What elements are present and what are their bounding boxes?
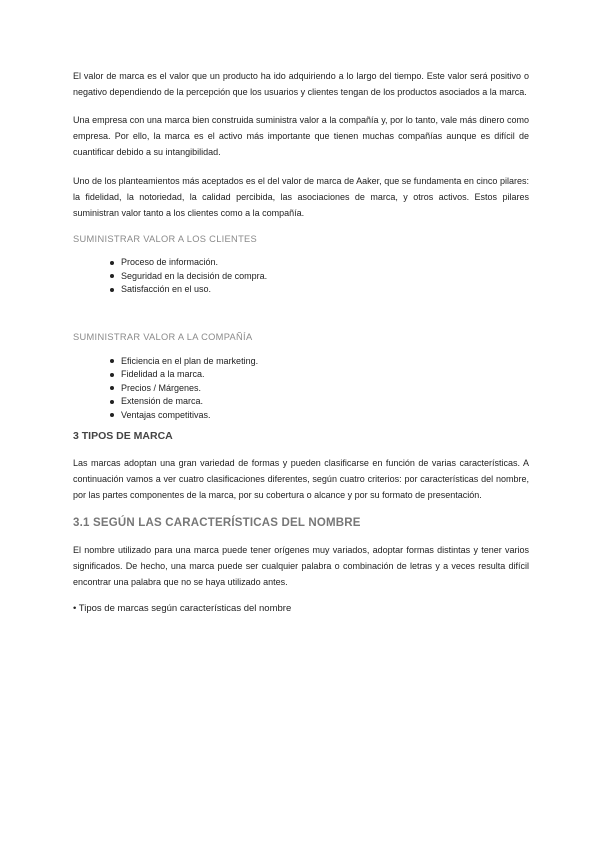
list-company (73, 355, 529, 423)
paragraph-brand-types: Las marcas adoptan una gran variedad de formas y pueden clasificarse en función de varias características. A continuación vamos a ver cuatro clasificaciones diferentes, según cuatro criterios: por características del nombre, por las partes componentes de la marca, por su cobertura o alcance y por su formato de presentación. (73, 458, 529, 500)
heading-section-3: 3 TIPOS DE MARCA (73, 430, 173, 442)
list-clients (73, 256, 529, 297)
list-item: Fidelidad a la marca. (110, 368, 529, 382)
list-item: Extensión de marca. (110, 395, 529, 409)
list-item: Satisfacción en el uso. (110, 283, 529, 297)
paragraph-aaker: Uno de los planteamientos más aceptados es el del valor de marca de Aaker, que se fundamenta en cinco pilares: la fidelidad, la notoriedad, la calidad percibida, las asociaciones de marca, y otros activos. Estos pilares suministran valor tanto a los clientes como a la compañía. (73, 176, 529, 218)
paragraph-brand-value: El valor de marca es el valor que un producto ha ido adquiriendo a lo largo del tiempo. Este valor será positivo o negativo dependiendo de la percepción que los usuarios y clientes tengan de los productos asociados a la marca. (73, 71, 529, 97)
heading-section-3-1: 3.1 SEGÚN LAS CARACTERÍSTICAS DEL NOMBRE (73, 517, 361, 529)
list-item: Seguridad en la decisión de compra. (110, 270, 529, 284)
list-item: Precios / Márgenes. (110, 382, 529, 396)
paragraph-name-origins: El nombre utilizado para una marca puede tener orígenes muy variados, adoptar formas distintas y tener varios significados. De hecho, una marca puede ser cualquier palabra o combinación de letras y a veces resulta difícil encontrar una palabra que no se haya utilizado antes. (73, 545, 529, 587)
list-item: Eficiencia en el plan de marketing. (110, 355, 529, 369)
list-item: Ventajas competitivas. (110, 409, 529, 423)
heading-clients: SUMINISTRAR VALOR A LOS CLIENTES (73, 234, 258, 244)
bullet-types-by-name: • Tipos de marcas según características del nombre (73, 603, 292, 614)
list-item: Proceso de información. (110, 256, 529, 270)
document-content (73, 68, 529, 617)
paragraph-company-value: Una empresa con una marca bien construida suministra valor a la compañía y, por lo tanto, vale más dinero como empresa. Por ello, la marca es el activo más importante que tienen muchas compañías aunque es difícil de cuantificar debido a su intangibilidad. (73, 115, 529, 157)
heading-company: SUMINISTRAR VALOR A LA COMPAÑÍA (73, 331, 253, 342)
